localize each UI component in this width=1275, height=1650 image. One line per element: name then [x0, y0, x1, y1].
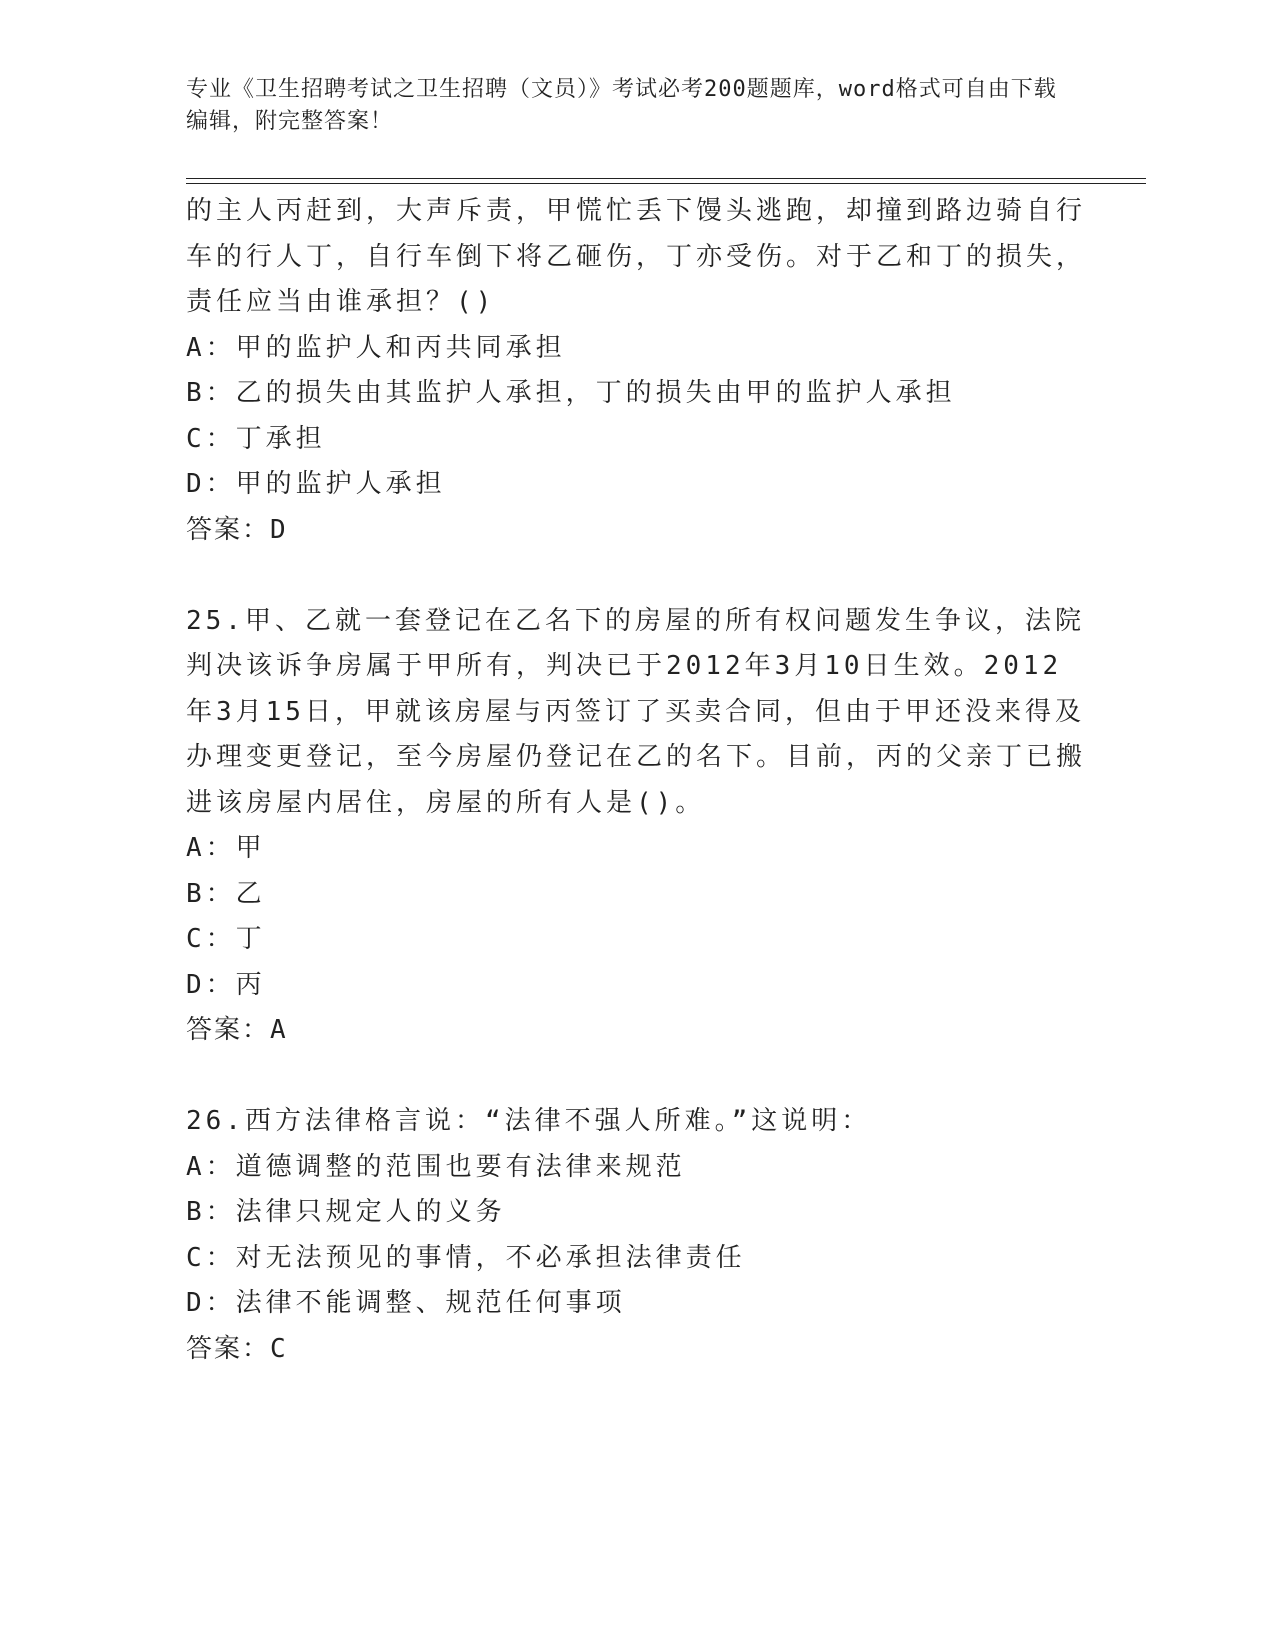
question-26	[186, 1099, 1086, 1372]
answer-line	[186, 1008, 1086, 1054]
question-25	[186, 599, 1086, 1054]
header-rule-top	[186, 178, 1146, 179]
option-a: A：道德调整的范围也要有法律来规范	[186, 1151, 686, 1182]
option-c: C：对无法预见的事情，不必承担法律责任	[186, 1242, 746, 1273]
answer-value: C	[270, 1333, 288, 1364]
answer-value: A	[270, 1015, 288, 1045]
option-c: C：丁	[186, 924, 266, 954]
option-a: A：甲的监护人和丙共同承担	[186, 332, 566, 363]
header-rule-bottom	[186, 183, 1146, 184]
question-24	[186, 189, 1086, 553]
option-b: B：法律只规定人的义务	[186, 1197, 506, 1227]
answer-label: 答案：	[186, 1333, 271, 1364]
question-stem: 26.西方法律格言说：“法律不强人所难。”这说明：	[186, 1106, 872, 1136]
option-a: A：甲	[186, 833, 266, 863]
question-stem: 25.甲、乙就一套登记在乙名下的房屋的所有权问题发生争议，法院判决该诉争房属于甲所有，判决已于2012年3月10日生效。2012年3月15日，甲就该房屋与丙签订了买卖合同，但由于甲还没来得及办理变更登记，至今房屋仍登记在乙的名下。目前，丙的父亲丁已搬进该房屋内居住，房屋的所有人是()。	[186, 605, 1087, 818]
option-d: D：丙	[186, 969, 266, 1000]
answer-line	[186, 508, 1086, 554]
option-c: C：丁承担	[186, 423, 326, 454]
option-d: D：甲的监护人承担	[186, 469, 446, 499]
answer-label: 答案：	[186, 1015, 271, 1045]
option-b: B：乙	[186, 878, 266, 909]
answer-value: D	[270, 514, 288, 545]
answer-label: 答案：	[186, 514, 271, 545]
answer-line	[186, 1327, 1086, 1373]
spacer	[186, 1054, 1086, 1100]
option-b: B：乙的损失由其监护人承担，丁的损失由甲的监护人承担	[186, 378, 956, 408]
question-stem: 的主人丙赶到，大声斥责，甲慌忙丢下馒头逃跑，却撞到路边骑自行车的行人丁，自行车倒下将乙砸伤，丁亦受伤。对于乙和丁的损失，责任应当由谁承担？()	[186, 196, 1087, 317]
document-body	[186, 189, 1086, 1372]
document-header: 专业《卫生招聘考试之卫生招聘（文员）》考试必考200题题库，word格式可自由下载编辑，附完整答案！	[186, 77, 1057, 134]
spacer	[186, 553, 1086, 599]
option-d: D：法律不能调整、规范任何事项	[186, 1288, 626, 1318]
